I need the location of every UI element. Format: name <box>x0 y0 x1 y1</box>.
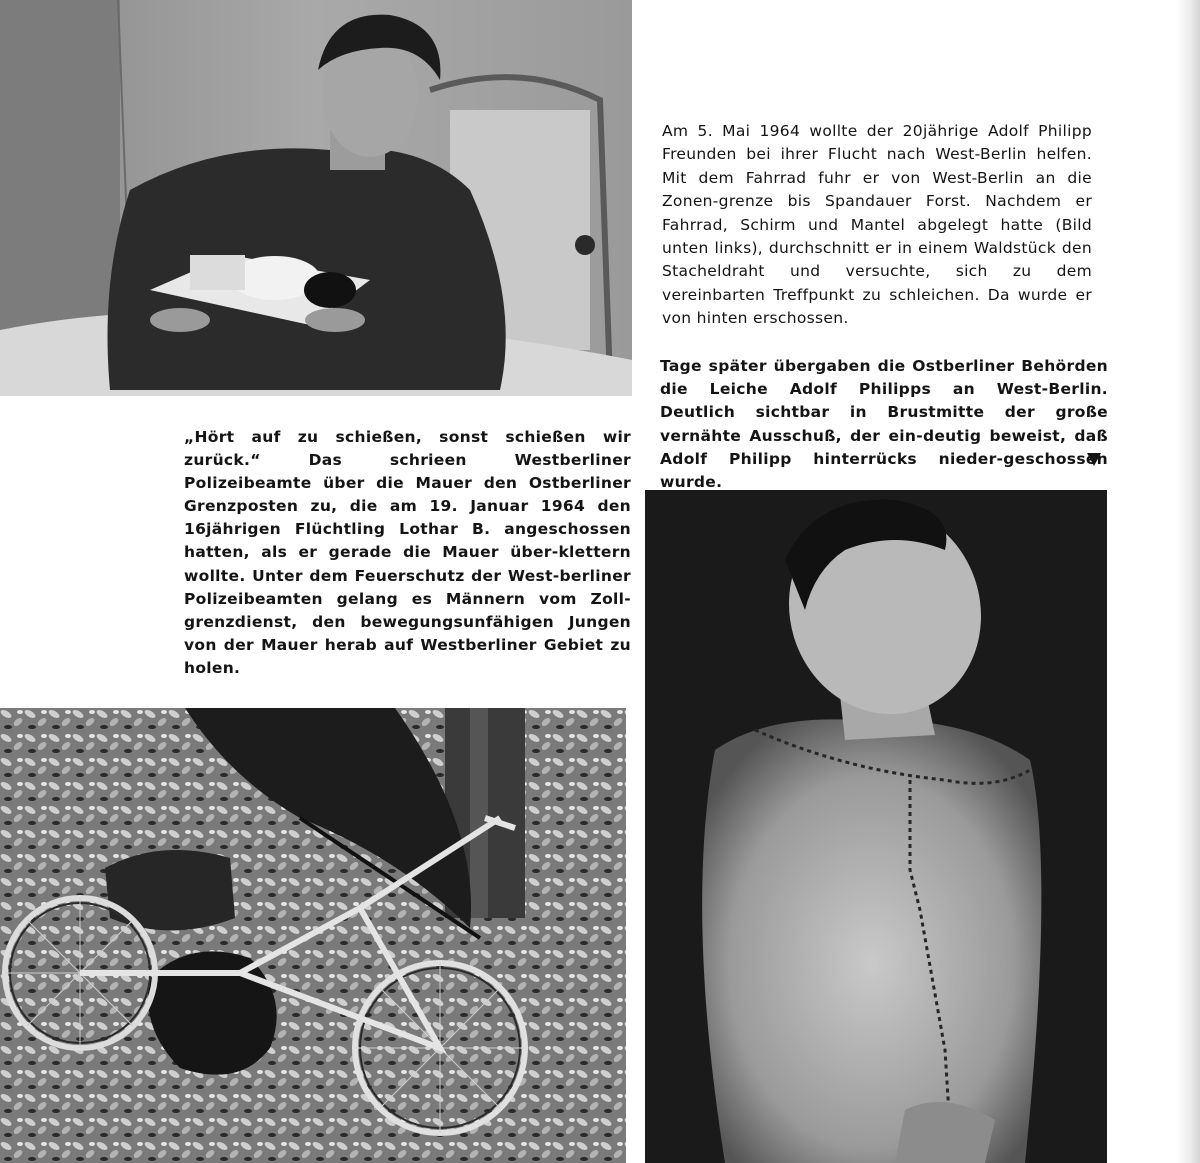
caption-body-handover: Tage später übergaben die Ostberliner Behörden die Leiche Adolf Philipps an West-Berlin. Deutlich sichtbar in Brustmitte der große vernähte Ausschuß, der ein-deutig beweist, daß Adolf Philipp hinterrücks nieder-geschossen wurde. <box>660 357 1108 492</box>
photo-bicycle-umbrella-in-forest <box>0 708 626 1163</box>
photo-injured-youth-in-bed <box>0 0 632 396</box>
page-edge-shadow <box>1176 0 1200 1163</box>
caption-adolf-philipp-escape: Am 5. Mai 1964 wollte der 20jährige Adolf Philipp Freunden bei ihrer Flucht nach West-Berlin helfen. Mit dem Fahrrad fuhr er von West-Berlin an die Zonen-grenze bis Spandauer Forst. Nachdem er Fahrrad, Schirm und Mantel abgelegt hatte (Bild unten links), durchschnitt er in einem Waldstück den Stacheldraht und versuchte, sich zu dem vereinbarten Treffpunkt zu schleichen. Da wurde er von hinten erschossen. <box>662 122 1092 328</box>
down-triangle-icon <box>1087 453 1101 466</box>
photo-body-with-sutured-chest <box>645 490 1107 1163</box>
caption-lothar-b-rescue: „Hört auf zu schießen, sonst schießen wir zurück.“ Das schrieen Westberliner Polizeibeamte über die Mauer den Ostberliner Grenzposten zu, die am 19. Januar 1964 den 16jährigen Flüchtling Lothar B. angeschossen hatten, als er gerade die Mauer über-klettern wollte. Unter dem Feuerschutz der West-berliner Polizeibeamten gelang es Männern vom Zoll-grenzdienst, den bewegungsunfähigen Jungen von der Mauer herab auf Westberliner Gebiet zu holen. <box>184 428 631 677</box>
